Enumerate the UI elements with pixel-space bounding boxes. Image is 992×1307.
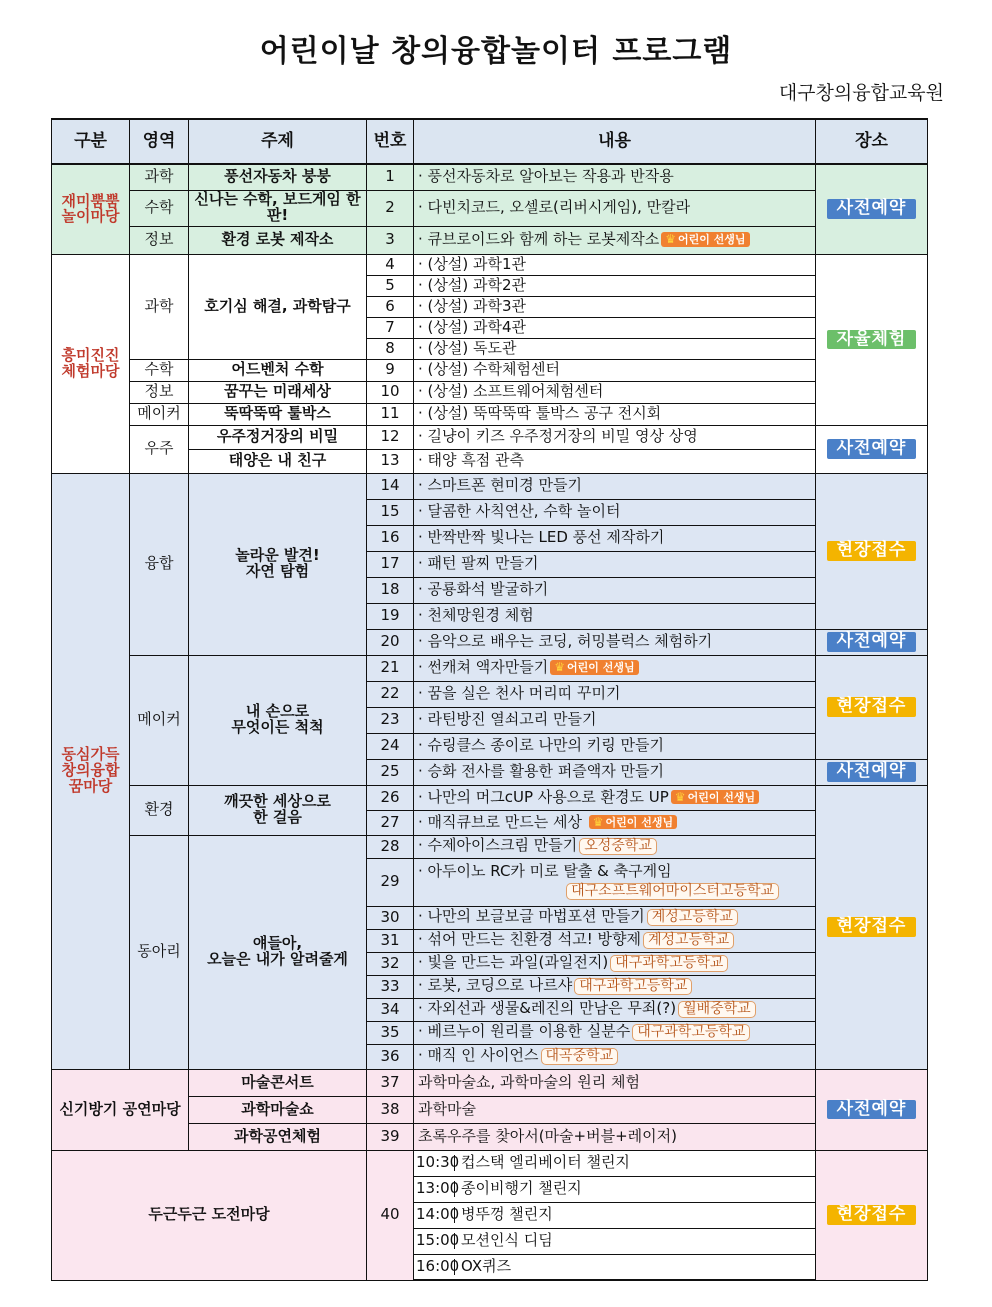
reserve-badge: 사전예약 (827, 632, 917, 652)
reserve-badge: 사전예약 (827, 762, 917, 782)
group-label: 신기방기 공연마당 (52, 1069, 189, 1150)
content-cell: 과학마술 (414, 1096, 816, 1123)
content-cell: · 스마트폰 현미경 만들기 (414, 473, 816, 499)
reserve-badge: 사전예약 (827, 1100, 917, 1120)
number-cell: 19 (367, 603, 414, 629)
onsite-badge: 현장접수 (827, 1205, 917, 1225)
challenge-time: 16:00 (416, 1256, 460, 1275)
header-category: 구분 (52, 119, 130, 164)
topic-cell: 호기심 해결, 과학탐구 (189, 254, 367, 359)
area-cell: 메이커 (130, 655, 189, 785)
content-cell (414, 226, 816, 254)
table-row (52, 226, 928, 254)
area-cell: 수학 (130, 190, 189, 226)
area-cell: 정보 (130, 226, 189, 254)
content-cell: · (상설) 소프트웨어체험센터 (414, 381, 816, 403)
content-cell: · 반짝반짝 빛나는 LED 풍선 제작하기 (414, 525, 816, 551)
content-text: · 섞어 만드는 친환경 석고! 방향제 (418, 930, 641, 949)
table-row (52, 835, 928, 858)
place-cell (816, 425, 928, 473)
number-cell: 23 (367, 707, 414, 733)
school-line (418, 883, 811, 900)
area-cell: 과학 (130, 254, 189, 359)
content-text: · 매직큐브로 만드는 세상 (418, 812, 582, 831)
number-cell: 30 (367, 906, 414, 929)
content-text: · 로봇, 코딩으로 나르샤 (418, 976, 573, 995)
content-cell (414, 929, 816, 952)
number-cell: 13 (367, 449, 414, 473)
number-cell: 4 (367, 254, 414, 275)
content-cell: · (상설) 뚝딱뚝딱 툴박스 공구 전시회 (414, 403, 816, 425)
place-cell (816, 473, 928, 629)
table-row (52, 381, 928, 403)
content-text: · 나만의 머그cUP 사용으로 환경도 UP (418, 787, 669, 806)
area-cell: 수학 (130, 359, 189, 381)
number-cell: 16 (367, 525, 414, 551)
number-cell: 34 (367, 998, 414, 1021)
number-cell: 15 (367, 499, 414, 525)
kid-teacher-badge (671, 790, 759, 805)
onsite-badge: 현장접수 (827, 917, 917, 937)
content-cell: · 공룡화석 발굴하기 (414, 577, 816, 603)
school-tag: 오성중학교 (579, 838, 657, 855)
challenge-cell (414, 1202, 816, 1228)
content-cell: · 풍선자동차로 알아보는 작용과 반작용 (414, 164, 816, 190)
content-cell: · (상설) 과학1관 (414, 254, 816, 275)
content-cell: · 달콤한 사칙연산, 수학 놀이터 (414, 499, 816, 525)
number-cell: 27 (367, 810, 414, 835)
table-row (52, 164, 928, 190)
topic-cell: 얘들아, 오늘은 내가 알려줄게 (189, 835, 367, 1069)
kid-teacher-label: 어린이 선생님 (677, 233, 746, 247)
number-cell: 12 (367, 425, 414, 449)
number-cell: 8 (367, 338, 414, 359)
topic-cell: 뚝딱뚝딱 툴박스 (189, 403, 367, 425)
topic-cell: 우주정거장의 비밀 (189, 425, 367, 449)
content-cell: · 승화 전사를 활용한 퍼즐액자 만들기 (414, 759, 816, 785)
challenge-name: 컵스택 엘리베이터 챌린지 (461, 1153, 630, 1172)
number-cell: 10 (367, 381, 414, 403)
number-cell: 17 (367, 551, 414, 577)
number-cell: 31 (367, 929, 414, 952)
school-tag: 대구과학고등학교 (574, 978, 692, 995)
number-cell: 20 (367, 629, 414, 655)
number-cell: 11 (367, 403, 414, 425)
free-badge: 자율체험 (827, 330, 917, 350)
number-cell: 7 (367, 317, 414, 338)
kid-teacher-badge (589, 815, 677, 830)
table-row (52, 403, 928, 425)
number-cell: 29 (367, 858, 414, 906)
group-label: 재미뿜뿜 놀이마당 (52, 164, 130, 254)
number-cell: 33 (367, 975, 414, 998)
place-cell (816, 254, 928, 425)
table-row (52, 1150, 928, 1176)
place-cell (816, 759, 928, 785)
number-cell: 38 (367, 1096, 414, 1123)
content-cell (414, 975, 816, 998)
kid-teacher-label: 어린이 선생님 (605, 815, 674, 829)
number-cell: 24 (367, 733, 414, 759)
school-tag: 월배중학교 (678, 1001, 756, 1018)
onsite-badge: 현장접수 (827, 697, 917, 717)
number-cell: 32 (367, 952, 414, 975)
content-cell: · 길냥이 키즈 우주정거장의 비밀 영상 상영 (414, 425, 816, 449)
topic-cell: 과학공연체험 (189, 1123, 367, 1150)
content-cell: · 패턴 팔찌 만들기 (414, 551, 816, 577)
content-cell (414, 655, 816, 681)
number-cell: 9 (367, 359, 414, 381)
area-cell: 환경 (130, 785, 189, 835)
content-cell: · 천체망원경 체험 (414, 603, 816, 629)
place-cell (816, 164, 928, 254)
challenge-name: 병뚜껑 챌린지 (461, 1205, 553, 1224)
area-cell: 동아리 (130, 835, 189, 1069)
content-cell (414, 785, 816, 810)
header-place: 장소 (816, 119, 928, 164)
school-tag: 대구과학고등학교 (632, 1024, 750, 1041)
content-cell (414, 1044, 816, 1069)
place-cell (816, 1150, 928, 1280)
table-header-row (52, 119, 928, 164)
header-number: 번호 (367, 119, 414, 164)
area-cell: 메이커 (130, 403, 189, 425)
content-text: · 매직 인 사이언스 (418, 1046, 539, 1065)
school-tag: 대구소프트웨어마이스터고등학교 (566, 883, 779, 900)
kid-teacher-badge (550, 660, 638, 675)
area-cell: 융합 (130, 473, 189, 655)
topic-cell: 과학마술쇼 (189, 1096, 367, 1123)
topic-cell: 내 손으로 무엇이든 척척 (189, 655, 367, 785)
content-text: · 큐브로이드와 함께 하는 로봇제작소 (418, 230, 660, 249)
table-row (52, 655, 928, 681)
content-cell (414, 858, 816, 906)
onsite-badge: 현장접수 (827, 541, 917, 561)
challenge-time: 10:30 (416, 1153, 460, 1172)
content-text: · 베르누이 원리를 이용한 실분수 (418, 1022, 631, 1041)
place-cell (816, 785, 928, 1069)
area-cell: 우주 (130, 425, 189, 473)
crown-icon: ♛ (674, 789, 686, 804)
table-row (52, 190, 928, 226)
table-row (52, 785, 928, 810)
school-tag: 대구과학고등학교 (610, 955, 728, 972)
kid-teacher-badge (661, 232, 749, 247)
content-cell (414, 952, 816, 975)
content-text: · 나만의 보글보글 마법포션 만들기 (418, 907, 645, 926)
organization-name: 대구창의융합교육원 (778, 82, 944, 104)
content-cell (414, 835, 816, 858)
challenge-time: 13:00 (416, 1179, 460, 1198)
content-cell: · (상설) 과학2관 (414, 275, 816, 296)
content-cell: 과학마술쇼, 과학마술의 원리 체험 (414, 1069, 816, 1096)
content-text: · 빛을 만드는 과일(과일전지) (418, 953, 609, 972)
number-cell: 26 (367, 785, 414, 810)
number-cell: 22 (367, 681, 414, 707)
number-cell: 1 (367, 164, 414, 190)
content-text: · 수제아이스크림 만들기 (418, 836, 578, 855)
content-text: · 아두이노 RC카 미로 탈출 & 축구게임 (418, 862, 672, 881)
reserve-badge: 사전예약 (827, 199, 917, 219)
number-cell: 18 (367, 577, 414, 603)
header-content: 내용 (414, 119, 816, 164)
school-tag: 대곡중학교 (541, 1048, 619, 1065)
content-cell (414, 906, 816, 929)
crown-icon: ♛ (592, 814, 604, 829)
challenge-name: 모션인식 디딤 (461, 1231, 553, 1250)
topic-cell: 태양은 내 친구 (189, 449, 367, 473)
topic-cell: 신나는 수학, 보드게임 한판! (189, 190, 367, 226)
content-cell: · 꿈을 실은 천사 머리띠 꾸미기 (414, 681, 816, 707)
number-cell: 35 (367, 1021, 414, 1044)
number-cell: 36 (367, 1044, 414, 1069)
challenge-name: OX퀴즈 (461, 1256, 512, 1275)
table-row (52, 1069, 928, 1096)
number-cell: 6 (367, 296, 414, 317)
area-cell: 과학 (130, 164, 189, 190)
topic-cell: 어드벤처 수학 (189, 359, 367, 381)
content-cell: · 슈링클스 종이로 나만의 키링 만들기 (414, 733, 816, 759)
reserve-badge: 사전예약 (827, 439, 917, 459)
group-label: 흥미진진 체험마당 (52, 254, 130, 473)
place-cell (816, 629, 928, 655)
content-cell (414, 810, 816, 835)
number-cell: 21 (367, 655, 414, 681)
kid-teacher-label: 어린이 선생님 (687, 790, 756, 804)
challenge-time: 14:00 (416, 1205, 460, 1224)
school-tag: 계성고등학교 (643, 932, 734, 949)
content-cell: · 라틴방진 열쇠고리 만들기 (414, 707, 816, 733)
area-cell: 정보 (130, 381, 189, 403)
content-cell: · 다빈치코드, 오셀로(리버시게임), 만칼라 (414, 190, 816, 226)
content-cell: · (상설) 과학3관 (414, 296, 816, 317)
content-cell: · (상설) 수학체험센터 (414, 359, 816, 381)
place-cell (816, 655, 928, 759)
content-text: · 자외선과 생물&레진의 만남은 무죄(?) (418, 999, 677, 1018)
header-area: 영역 (130, 119, 189, 164)
number-cell: 40 (367, 1150, 414, 1280)
kid-teacher-label: 어린이 선생님 (567, 661, 635, 675)
number-cell: 39 (367, 1123, 414, 1150)
crown-icon: ♛ (554, 660, 565, 675)
challenge-cell (414, 1228, 816, 1254)
number-cell: 28 (367, 835, 414, 858)
content-cell (414, 1021, 816, 1044)
table-row (52, 425, 928, 449)
number-cell: 5 (367, 275, 414, 296)
content-cell: 초록우주를 찾아서(마술+버블+레이저) (414, 1123, 816, 1150)
number-cell: 14 (367, 473, 414, 499)
content-cell: · 태양 흑점 관측 (414, 449, 816, 473)
topic-cell: 놀라운 발견! 자연 탐험 (189, 473, 367, 655)
number-cell: 2 (367, 190, 414, 226)
header-topic: 주제 (189, 119, 367, 164)
topic-cell: 환경 로봇 제작소 (189, 226, 367, 254)
group-label: 두근두근 도전마당 (52, 1150, 367, 1280)
place-cell (816, 1069, 928, 1150)
group-label: 동심가득 창의융합 꿈마당 (52, 473, 130, 1069)
content-cell: · 음악으로 배우는 코딩, 허밍블럭스 체험하기 (414, 629, 816, 655)
challenge-cell (414, 1254, 816, 1280)
number-cell: 3 (367, 226, 414, 254)
topic-cell: 깨끗한 세상으로 한 걸음 (189, 785, 367, 835)
number-cell: 37 (367, 1069, 414, 1096)
program-table (51, 118, 928, 1281)
challenge-cell (414, 1176, 816, 1202)
school-tag: 계성고등학교 (647, 909, 738, 926)
challenge-time: 15:00 (416, 1231, 460, 1250)
topic-cell: 꿈꾸는 미래세상 (189, 381, 367, 403)
challenge-name: 종이비행기 챌린지 (461, 1179, 582, 1198)
page-title: 어린이날 창의융합놀이터 프로그램 (259, 34, 733, 69)
table-row (52, 254, 928, 275)
topic-cell: 풍선자동차 붕붕 (189, 164, 367, 190)
table-row (52, 473, 928, 499)
crown-icon: ♛ (665, 232, 676, 247)
content-cell: · (상설) 과학4관 (414, 317, 816, 338)
topic-cell: 마술콘서트 (189, 1069, 367, 1096)
challenge-cell (414, 1150, 816, 1176)
content-text: · 썬캐쳐 액자만들기 (418, 658, 549, 677)
content-cell: · (상설) 독도관 (414, 338, 816, 359)
number-cell: 25 (367, 759, 414, 785)
table-row (52, 359, 928, 381)
content-cell (414, 998, 816, 1021)
